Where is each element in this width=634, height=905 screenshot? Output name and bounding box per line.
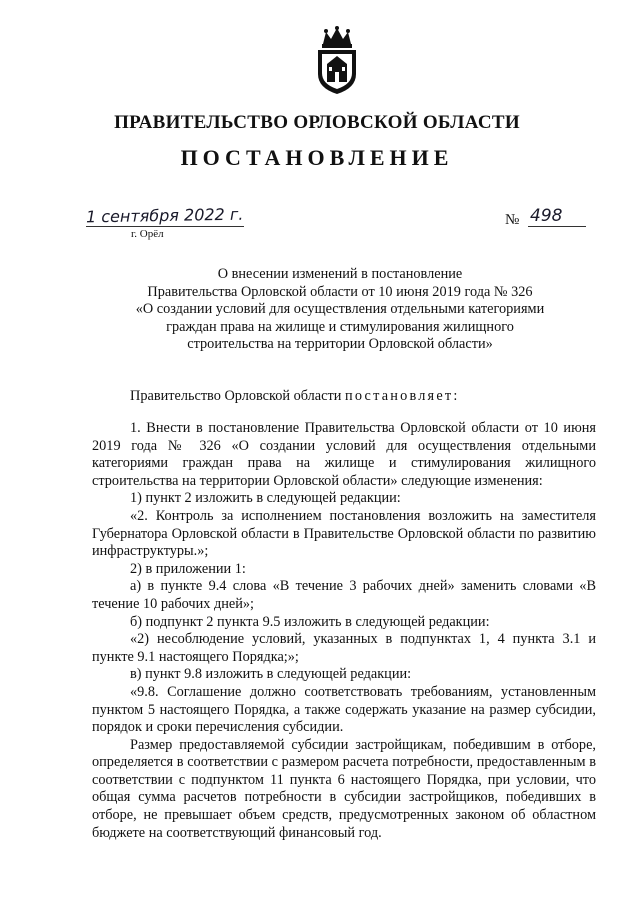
body-paragraph: «2. Контроль за исполнением постановления возложить на заместителя Губернатора Орловской области в Правительстве Орловской области по развитию инфраструктуры.»; bbox=[92, 507, 596, 560]
body-paragraph: Размер предоставляемой субсидии застройщикам, победившим в отборе, определяется в соответствии с размером расчета потребности, предоставленным в соответствии с подпунктом 11 пункта 6 настоящего Порядка, при условии, что общая сумма расчетов потребности в субсидии застройщиков, победивших в отборе, не превышает объем средств, предусмотренных законом об областном бюджете на соответствующий финансовый год. bbox=[92, 736, 596, 841]
date-underline bbox=[86, 226, 244, 227]
subject-line: «О создании условий для осуществления отдельными категориями bbox=[135, 301, 545, 317]
subject-line: строительства на территории Орловской области» bbox=[187, 336, 493, 352]
number-sign: № bbox=[505, 212, 520, 228]
body-paragraph: 2) в приложении 1: bbox=[130, 560, 246, 577]
handwritten-date: 1 сентября 2022 г. bbox=[85, 204, 244, 227]
body-paragraph: в) пункт 9.8 изложить в следующей редакции: bbox=[130, 666, 412, 683]
coat-of-arms-icon bbox=[314, 26, 360, 96]
preamble bbox=[130, 387, 460, 405]
body-paragraph: 1) пункт 2 изложить в следующей редакции: bbox=[130, 490, 401, 507]
subject-line: Правительства Орловской области от 10 июня 2019 года № 326 bbox=[147, 283, 533, 300]
document-type-title: ПОСТАНОВЛЕНИЕ bbox=[180, 145, 454, 170]
body-paragraph: «2) несоблюдение условий, указанных в подпунктах 1, 4 пункта 3.1 и пункте 9.1 настоящего Порядка;»; bbox=[92, 631, 596, 665]
body-paragraph: «9.8. Соглашение должно соответствовать требованиям, установленным пунктом 5 настоящего Порядка, а также содержать указание на размер субсидии, порядок и сроки перечисления субсидии. bbox=[92, 683, 596, 736]
body-paragraph: 1. Внести в постановление Правительства Орловской области от 10 июня 2019 года № 326 «О создании условий для осуществления отдельными категориями граждан права на жилище и стимулирования жилищного строительства на территории Орловской области» следующие изменения: bbox=[92, 420, 596, 489]
preamble-text: Правительство Орловской области bbox=[130, 388, 342, 404]
number-underline bbox=[528, 226, 586, 227]
document-subject bbox=[100, 266, 580, 354]
document-body bbox=[92, 420, 596, 842]
city-label: г. Орёл bbox=[131, 228, 164, 240]
subject-line: О внесении изменений в постановление bbox=[217, 266, 463, 282]
handwritten-number: 498 bbox=[530, 206, 563, 226]
preamble-verb: постановляет: bbox=[344, 388, 460, 404]
body-paragraph: б) подпункт 2 пункта 9.5 изложить в следующей редакции: bbox=[130, 613, 490, 630]
organization-title: ПРАВИТЕЛЬСТВО ОРЛОВСКОЙ ОБЛАСТИ bbox=[114, 112, 520, 133]
subject-line: граждан права на жилище и стимулирования жилищного bbox=[166, 318, 514, 335]
body-paragraph: а) в пункте 9.4 слова «В течение 3 рабочих дней» заменить словами «В течение 10 рабочих дней»; bbox=[92, 578, 596, 612]
